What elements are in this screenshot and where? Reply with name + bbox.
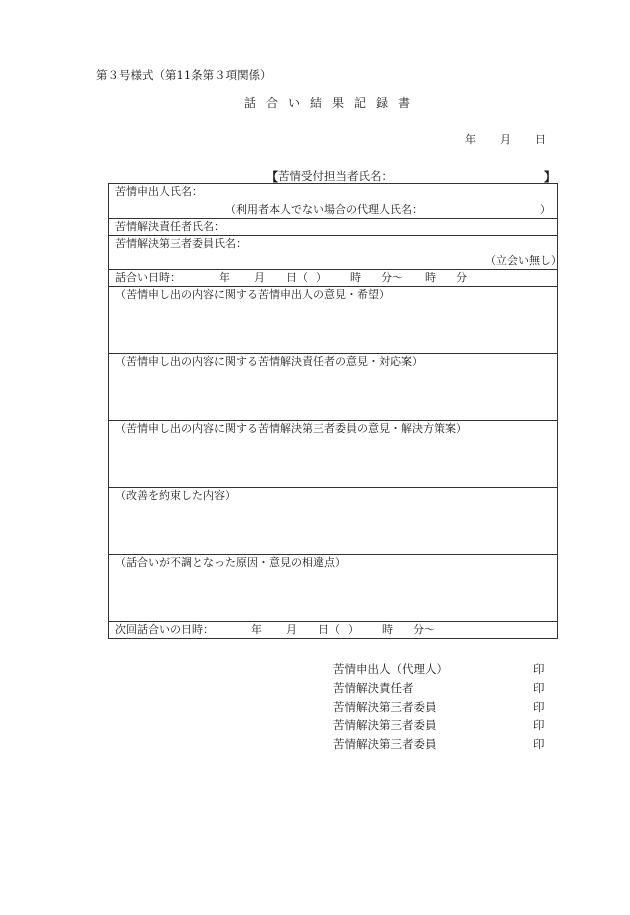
signature-role-third-party-2: 苦情解決第三者委員 [333, 718, 437, 732]
next-meeting-minute: 分～ [413, 623, 435, 636]
applicant-opinion-field[interactable] [109, 287, 558, 354]
next-meeting-day: 日（ [318, 623, 340, 636]
seal-mark-third-party-3[interactable]: 印 [533, 737, 545, 751]
meeting-start-hour: 時 [350, 271, 361, 284]
form-number-label: 第３号様式（第11条第３項関係） [96, 68, 272, 82]
improvement-promise-field[interactable] [109, 488, 558, 555]
applicant-name-label: 苦情申出人氏名： [115, 185, 203, 198]
next-meeting-weekday-close: ） [348, 623, 359, 636]
proxy-name-label: （利用者本人でない場合の代理人氏名： [225, 203, 423, 216]
seal-mark-third-party-1[interactable]: 印 [533, 700, 545, 714]
disagreement-reason-heading: （話合いが不調となった原因・意見の相違点） [115, 556, 346, 569]
officer-name-label: 苦情解決責任者氏名： [115, 220, 225, 233]
meeting-end-minute: 分 [456, 271, 467, 284]
meeting-record-table [108, 183, 562, 639]
date-month-label: 月 [500, 133, 511, 146]
next-meeting-field[interactable] [109, 622, 558, 639]
meeting-year: 年 [219, 271, 230, 284]
meeting-month: 月 [254, 271, 265, 284]
meeting-start-minute: 分～ [381, 271, 403, 284]
officer-opinion-field[interactable] [109, 354, 558, 421]
meeting-day: 日（ [286, 271, 308, 284]
staff-name-label: 苦情受付担当者氏名： [278, 169, 393, 183]
next-meeting-hour: 時 [382, 623, 393, 636]
applicant-opinion-heading: （苦情申し出の内容に関する苦情申出人の意見・希望） [115, 288, 390, 301]
no-attendance-note: （立会い無し） [485, 254, 562, 267]
document-title: 話合い結果記録書 [244, 96, 421, 110]
applicant-name-field[interactable] [109, 184, 558, 219]
third-party-name-label: 苦情解決第三者委員氏名： [115, 237, 247, 250]
third-party-opinion-heading: （苦情申し出の内容に関する苦情解決第三者委員の意見・解決方策案） [115, 422, 467, 435]
meeting-datetime-field[interactable] [109, 270, 558, 287]
disagreement-reason-field[interactable] [109, 555, 558, 622]
meeting-end-hour: 時 [425, 271, 436, 284]
officer-opinion-heading: （苦情申し出の内容に関する苦情解決責任者の意見・対応案） [115, 355, 423, 368]
staff-open-bracket: 【 [266, 170, 279, 184]
signature-role-officer: 苦情解決責任者 [333, 681, 414, 695]
next-meeting-year: 年 [251, 623, 262, 636]
officer-name-field[interactable] [109, 219, 558, 236]
staff-close-bracket: 】 [544, 170, 557, 184]
meeting-datetime-label: 話合い日時： [115, 271, 181, 284]
signature-role-third-party-1: 苦情解決第三者委員 [333, 700, 437, 714]
date-day-label: 日 [535, 133, 546, 146]
seal-mark-applicant[interactable]: 印 [533, 662, 545, 676]
seal-mark-third-party-2[interactable]: 印 [533, 718, 545, 732]
meeting-weekday-close: ） [316, 271, 327, 284]
signature-role-third-party-3: 苦情解決第三者委員 [333, 737, 437, 751]
signature-role-applicant: 苦情申出人（代理人） [333, 662, 448, 676]
next-meeting-month: 月 [286, 623, 297, 636]
third-party-name-field[interactable] [109, 236, 562, 270]
third-party-opinion-field[interactable] [109, 421, 558, 488]
proxy-name-close: ） [540, 203, 551, 216]
date-year-label: 年 [465, 133, 476, 146]
next-meeting-label: 次回話合いの日時： [115, 623, 214, 636]
seal-mark-officer[interactable]: 印 [533, 681, 545, 695]
improvement-promise-heading: （改善を約束した内容） [115, 489, 236, 502]
